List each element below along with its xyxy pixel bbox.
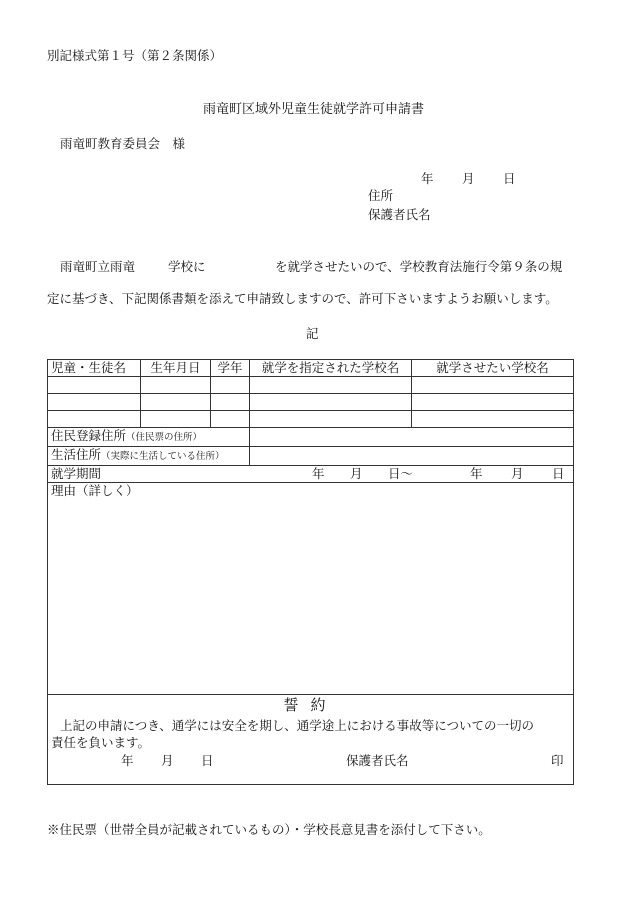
- pledge-title: 誓約: [283, 696, 338, 714]
- header-desired-school: 就学させたい学校名: [412, 360, 574, 377]
- period-to-year: 年: [470, 466, 483, 481]
- grade-cell[interactable]: [211, 411, 250, 428]
- birthdate-cell[interactable]: [141, 394, 211, 411]
- period-from-year: 年: [312, 466, 325, 481]
- date-year: 年: [421, 171, 434, 186]
- table-row: [48, 411, 574, 428]
- reason-label: 理由（詳しく）: [51, 483, 139, 498]
- pledge-year: 年: [121, 753, 134, 768]
- form-title: 雨竜町区域外児童生徒就学許可申請書: [203, 102, 425, 117]
- living-address-field[interactable]: [250, 447, 574, 466]
- period-to-month: 月: [511, 466, 524, 481]
- body-school-prefix: 雨竜町立雨竜: [60, 259, 136, 274]
- period-from-day: 日～: [388, 466, 414, 481]
- addressee: 雨竜町教育委員会 様: [60, 136, 186, 151]
- grade-cell[interactable]: [211, 394, 250, 411]
- desired-school-cell[interactable]: [412, 411, 574, 428]
- desired-school-cell[interactable]: [412, 394, 574, 411]
- body-school-suffix: 学校に: [168, 259, 206, 274]
- period-label: 就学期間: [51, 466, 102, 481]
- birthdate-cell[interactable]: [141, 411, 211, 428]
- living-address-row: [48, 447, 574, 466]
- pledge-text-1: 上記の申請につき、通学には安全を期し、通学途上における事故等についての一切の: [60, 718, 535, 733]
- table-row: [48, 377, 574, 394]
- date-month: 月: [462, 171, 475, 186]
- pledge-text-2: 責任を負います。: [51, 735, 151, 750]
- birthdate-cell[interactable]: [141, 377, 211, 394]
- body-request-text: を就学させたいので、学校教育法施行令第９条の規: [275, 259, 563, 274]
- period-to-day: 日: [552, 466, 565, 481]
- designated-school-cell[interactable]: [250, 377, 412, 394]
- reason-field[interactable]: [48, 483, 574, 695]
- reason-row: [48, 483, 574, 695]
- designated-school-cell[interactable]: [250, 411, 412, 428]
- header-grade: 学年: [211, 360, 250, 377]
- pledge-day: 日: [201, 753, 214, 768]
- body-line-2: 定に基づき、下記関係書類を添えて申請致しますので、許可下さいますようお願いします。: [47, 291, 558, 306]
- period-row: [48, 466, 574, 483]
- pledge-box: [48, 695, 574, 785]
- enrollment-period[interactable]: [48, 466, 574, 483]
- resident-address-row: [48, 428, 574, 447]
- grade-cell[interactable]: [211, 377, 250, 394]
- pledge-guardian-label: 保護者氏名: [346, 753, 409, 768]
- form-number: 別記様式第１号（第２条関係）: [47, 48, 223, 63]
- resident-address-label: 住民登録住所（住民票の住所）: [48, 428, 250, 447]
- student-name-cell[interactable]: [48, 377, 141, 394]
- student-name-cell[interactable]: [48, 394, 141, 411]
- resident-address-field[interactable]: [250, 428, 574, 447]
- period-from-month: 月: [350, 466, 363, 481]
- table-header-row: [48, 360, 574, 377]
- footnote: ※住民票（世帯全員が記載されているもの）・学校長意見書を添付して下さい。: [47, 822, 491, 837]
- applicant-guardian-label: 保護者氏名: [368, 207, 431, 222]
- applicant-address-label: 住所: [368, 188, 394, 203]
- date-day: 日: [503, 171, 516, 186]
- living-address-label: 生活住所（実際に生活している住所）: [48, 447, 250, 466]
- seal-mark: 印: [551, 753, 564, 768]
- desired-school-cell[interactable]: [412, 377, 574, 394]
- pledge-month: 月: [161, 753, 174, 768]
- table-row: [48, 394, 574, 411]
- student-name-cell[interactable]: [48, 411, 141, 428]
- ki-label: 記: [306, 326, 319, 341]
- header-birthdate: 生年月日: [141, 360, 211, 377]
- header-designated-school: 就学を指定された学校名: [250, 360, 412, 377]
- application-table: [47, 359, 574, 785]
- designated-school-cell[interactable]: [250, 394, 412, 411]
- pledge-row: [48, 695, 574, 785]
- header-student-name: 児童・生徒名: [48, 360, 141, 377]
